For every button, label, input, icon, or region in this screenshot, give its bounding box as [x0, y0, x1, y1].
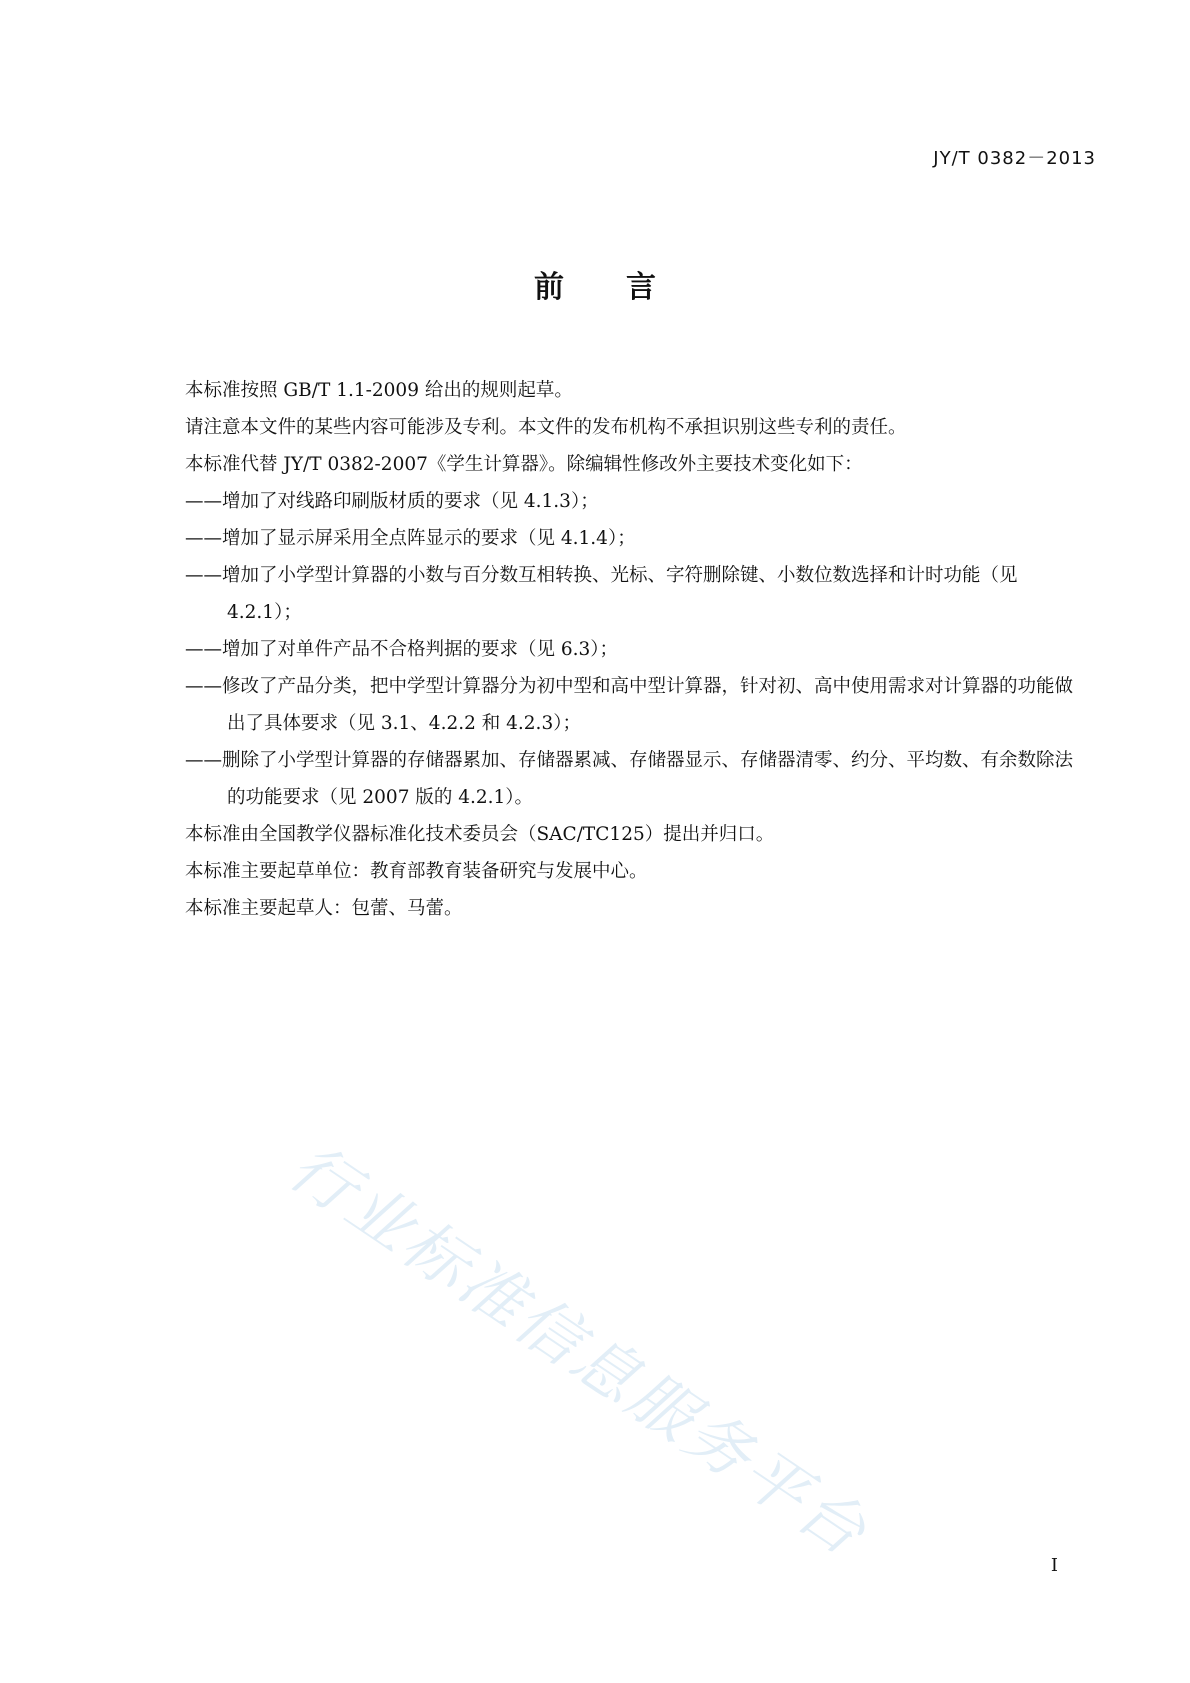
paragraph-replacement: 本标准代替 JY/T 0382-2007《学生计算器》。除编辑性修改外主要技术变化如下：: [185, 454, 863, 475]
paragraph-patent-notice: 请注意本文件的某些内容可能涉及专利。本文件的发布机构不承担识别这些专利的责任。: [185, 417, 907, 438]
change-item: ——增加了小学型计算器的小数与百分数互相转换、光标、字符删除键、小数位数选择和计时功能（见 4.2.1）；: [185, 565, 1018, 623]
foreword-body: [185, 372, 1078, 927]
change-item: ——增加了对单件产品不合格判据的要求（见 6.3）；: [185, 639, 619, 660]
paragraph-drafters: 本标准主要起草人：包蕾、马蕾。: [185, 898, 463, 919]
change-item: ——删除了小学型计算器的存储器累加、存储器累减、存储器显示、存储器清零、约分、平均数、有余数除法的功能要求（见 2007 版的 4.2.1）。: [185, 750, 1074, 808]
page-title: 前言: [534, 270, 718, 305]
change-item: ——增加了显示屏采用全点阵显示的要求（见 4.1.4）；: [185, 528, 636, 549]
watermark: 行业标准信息服务平台: [275, 1130, 882, 1572]
paragraph-drafting-unit: 本标准主要起草单位：教育部教育装备研究与发展中心。: [185, 861, 648, 882]
change-item: ——增加了对线路印刷版材质的要求（见 4.1.3）；: [185, 491, 599, 512]
standard-code: JY/T 0382－2013: [933, 148, 1096, 169]
paragraph-proposer: 本标准由全国教学仪器标准化技术委员会（SAC/TC125）提出并归口。: [185, 824, 775, 845]
page-number: I: [1050, 1555, 1058, 1576]
change-item: ——修改了产品分类，把中学型计算器分为初中型和高中型计算器，针对初、高中使用需求对计算器的功能做出了具体要求（见 3.1、4.2.2 和 4.2.3）；: [185, 676, 1074, 734]
paragraph-drafting-rules: 本标准按照 GB/T 1.1-2009 给出的规则起草。: [185, 380, 573, 401]
